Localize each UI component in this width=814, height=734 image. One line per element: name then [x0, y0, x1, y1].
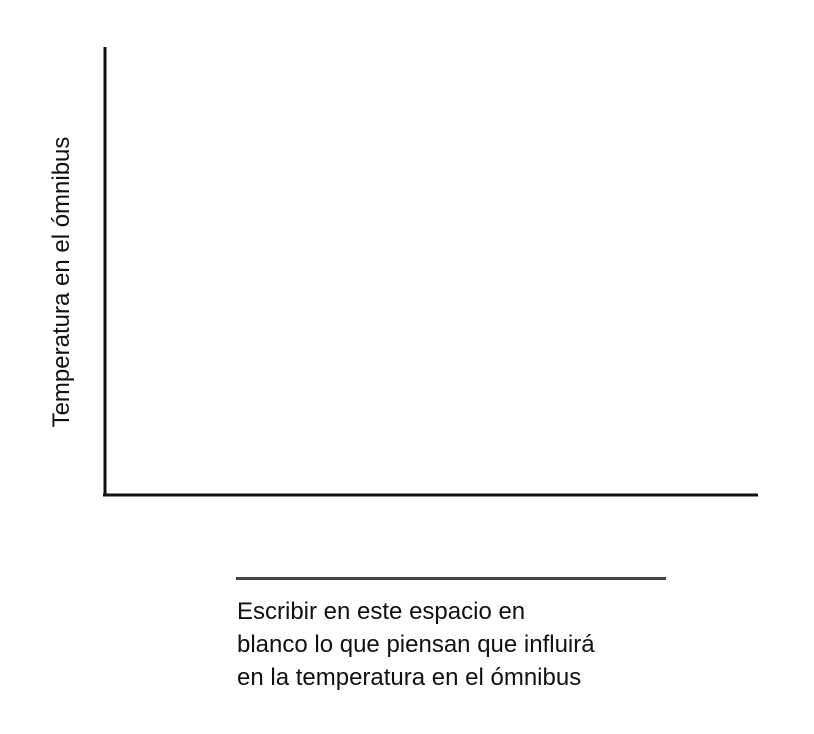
x-axis-instruction-line-3: en la temperatura en el ómnibus [237, 664, 582, 691]
x-axis-instruction-line-2: blanco lo que piensan que influirá [237, 631, 595, 658]
x-axis-label-blank-line[interactable] [236, 577, 666, 580]
x-axis-instruction [237, 595, 707, 694]
y-axis-label: Temperatura en el ómnibus [48, 136, 75, 428]
x-axis-instruction-line-1: Escribir en este espacio en [237, 598, 526, 625]
